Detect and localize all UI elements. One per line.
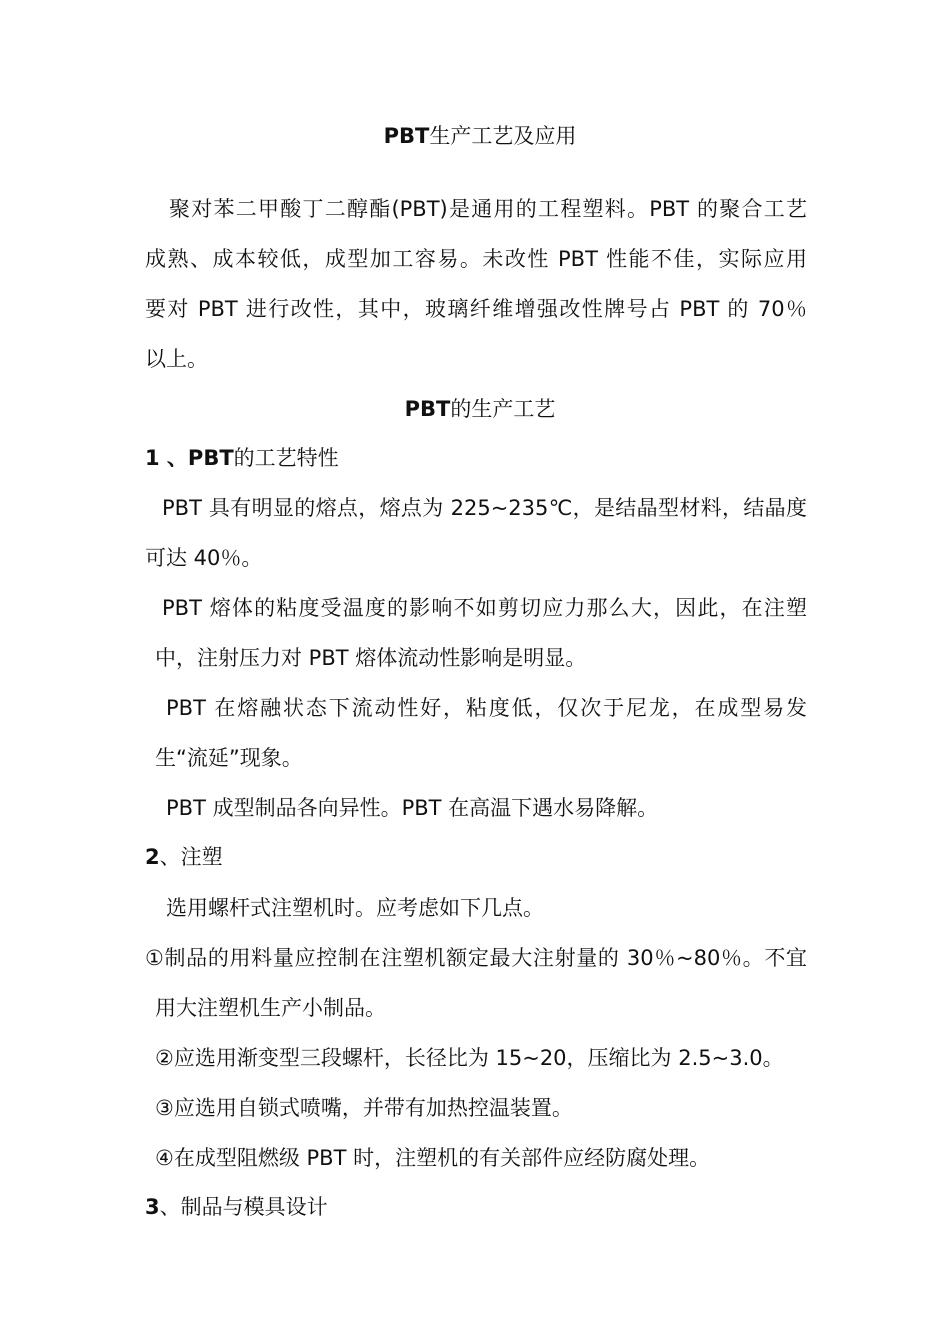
property-2-line-1: PBT 熔体的粘度受温度的影响不如剪切应力那么大，因此，在注塑: [162, 596, 807, 620]
heading-2-bold: 2: [145, 845, 160, 869]
intro-line-2: 成熟、成本较低，成型加工容易。未改性 PBT 性能不佳，实际应用: [145, 247, 807, 271]
property-4: PBT 成型制品各向异性。PBT 在高温下遇水易降解。: [166, 796, 659, 820]
heading-process-characteristics: [145, 444, 815, 472]
heading-1-text: 的工艺特性: [233, 446, 339, 470]
property-1-line-2: 可达 40％。: [145, 546, 263, 570]
heading-2-text: 、注塑: [159, 845, 223, 869]
injection-item-1-line-2: 用大注塑机生产小制品。: [155, 996, 386, 1020]
intro-line-1: 聚对苯二甲酸丁二醇酯(PBT)是通用的工程塑料。PBT 的聚合工艺: [169, 197, 807, 221]
heading-product-mold-design: [145, 1193, 815, 1221]
property-1-line-1: PBT 具有明显的熔点，熔点为 225~235℃，是结晶型材料，结晶度: [162, 496, 807, 520]
section-title-bold: PBT: [404, 397, 451, 421]
injection-intro: 选用螺杆式注塑机时。应考虑如下几点。: [166, 896, 544, 920]
injection-item-4: ④在成型阻燃级 PBT 时，注塑机的有关部件应经防腐处理。: [155, 1146, 711, 1170]
heading-3-text: 、制品与模具设计: [159, 1195, 328, 1219]
intro-line-4: 以上。: [145, 347, 208, 371]
injection-item-2: ②应选用渐变型三段螺杆，长径比为 15~20，压缩比为 2.5~3.0。: [155, 1046, 784, 1070]
heading-injection: [145, 843, 815, 871]
document-title-text: 生产工艺及应用: [429, 124, 577, 148]
section-title: [145, 395, 815, 423]
injection-item-1-line-1: ①制品的用料量应控制在注塑机额定最大注射量的 30％~80％。不宜: [145, 946, 807, 970]
property-2-line-2: 中，注射压力对 PBT 熔体流动性影响是明显。: [155, 646, 587, 670]
heading-3-bold: 3: [145, 1195, 160, 1219]
property-3-line-2: 生“流延”现象。: [155, 746, 303, 770]
document-title: [145, 122, 815, 150]
intro-line-3: 要对 PBT 进行改性，其中，玻璃纤维增强改性牌号占 PBT 的 70％: [145, 297, 807, 321]
heading-1-bold: 1 、PBT: [145, 446, 234, 470]
section-title-text: 的生产工艺: [450, 397, 556, 421]
injection-item-3: ③应选用自锁式喷嘴，并带有加热控温装置。: [155, 1096, 573, 1120]
property-3-line-1: PBT 在熔融状态下流动性好，粘度低，仅次于尼龙，在成型易发: [166, 696, 807, 720]
document-title-bold: PBT: [383, 124, 430, 148]
